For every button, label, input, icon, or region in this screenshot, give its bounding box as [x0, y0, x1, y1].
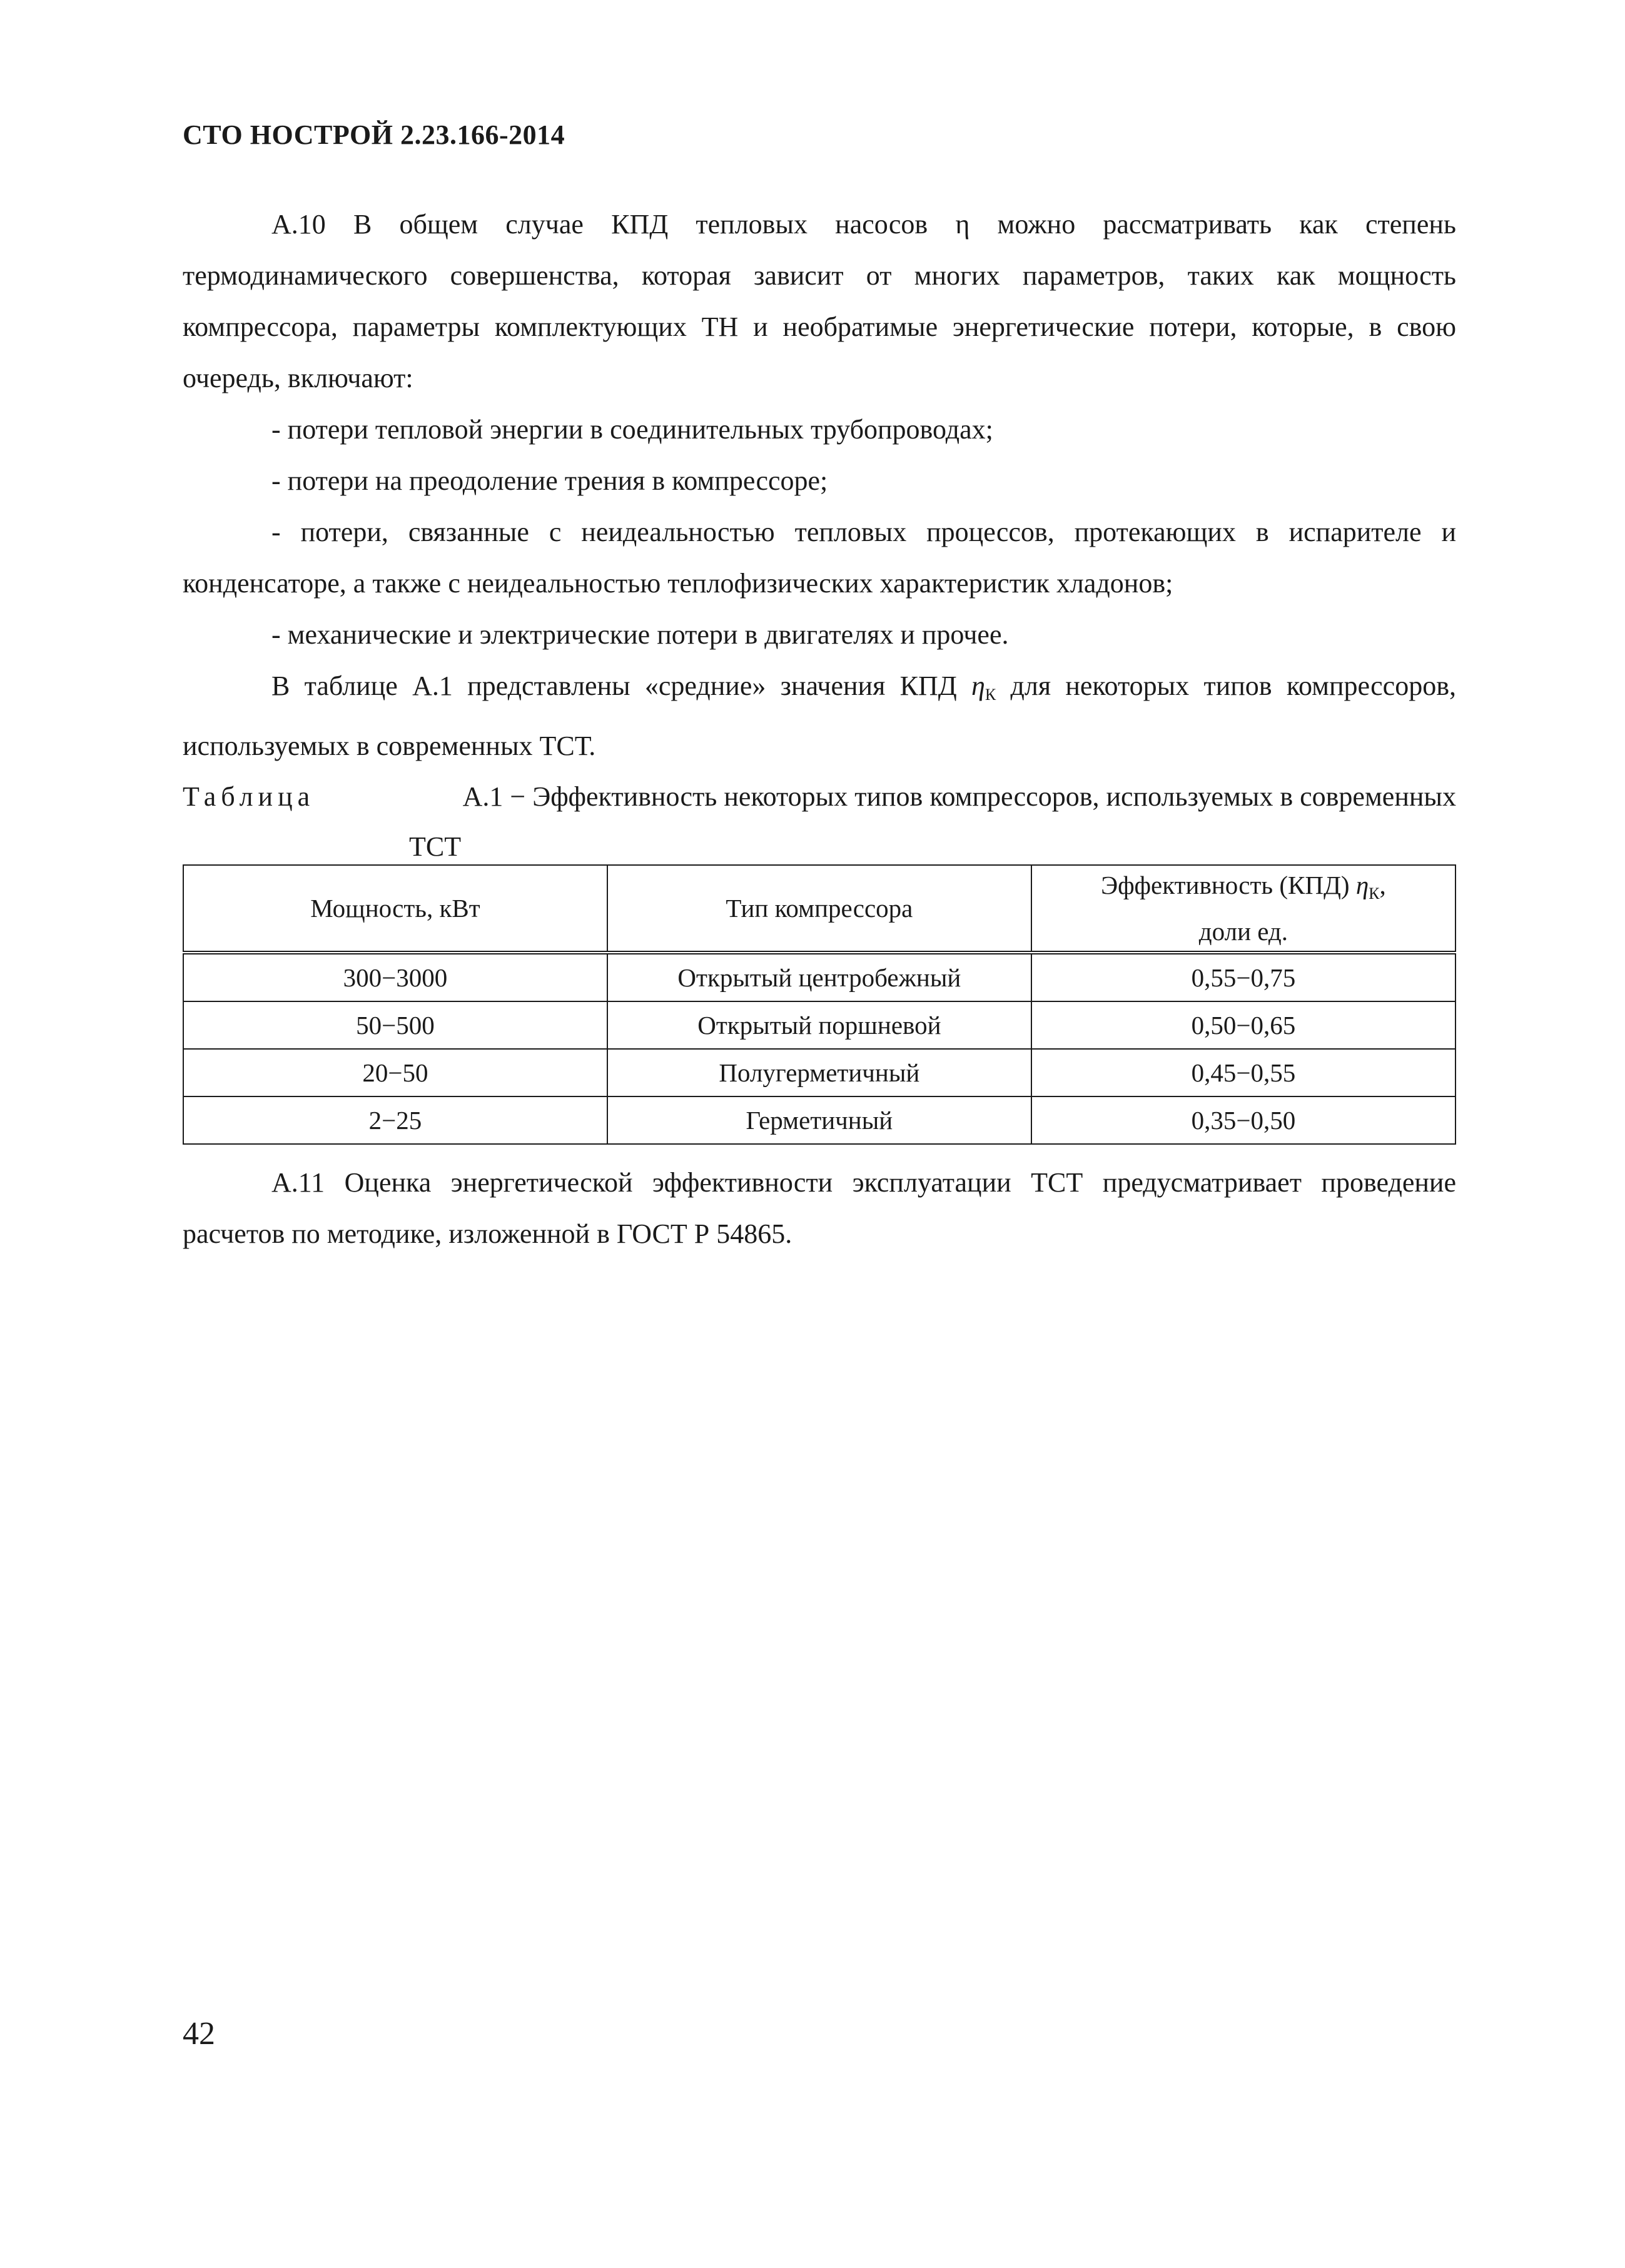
- header-eff-comma: ,: [1379, 871, 1386, 899]
- cell-power: 2−25: [183, 1096, 607, 1144]
- table-row: [183, 1001, 1455, 1049]
- table-row: [183, 953, 1455, 1001]
- paragraph-a11: А.11 Оценка энергетической эффективности эксплуатации ТСТ предусматривает проведение расчетов по методике, изложенной в ГОСТ Р 54865.: [183, 1167, 1456, 1249]
- caption-label: Таблица: [183, 781, 315, 812]
- cell-type: Полугерметичный: [607, 1049, 1031, 1096]
- header-efficiency: [1031, 865, 1455, 953]
- eta-symbol: [971, 671, 996, 704]
- cell-efficiency: 0,35−0,50: [1031, 1096, 1455, 1144]
- bullet-item: - потери тепловой энергии в соединительных трубопроводах;: [271, 414, 993, 445]
- eta-subscript: К: [1369, 884, 1380, 903]
- bullet-item: - механические и электрические потери в двигателях и прочее.: [271, 619, 1009, 650]
- page-header: СТО НОСТРОЙ 2.23.166-2014: [183, 119, 565, 150]
- paragraph-text: для некоторых типов компрессоров, используемых в современных ТСТ.: [183, 671, 1456, 761]
- table-row: [183, 1049, 1455, 1096]
- caption-continuation: ТСТ: [409, 831, 462, 862]
- bullet-item: - потери на преодоление трения в компрессоре;: [271, 465, 828, 496]
- eta-symbol: [1355, 871, 1380, 903]
- eta-letter: η: [971, 671, 985, 701]
- paragraph-text: В таблице А.1 представлены «средние» значения КПД: [271, 671, 972, 701]
- body-text-lower: [183, 1157, 1456, 1260]
- cell-efficiency: 0,45−0,55: [1031, 1049, 1455, 1096]
- cell-power: 50−500: [183, 1001, 607, 1049]
- cell-efficiency: 0,55−0,75: [1031, 953, 1455, 1001]
- paragraph-table-intro: [183, 661, 1456, 772]
- cell-efficiency: 0,50−0,65: [1031, 1001, 1455, 1049]
- cell-type: Открытый центробежный: [607, 953, 1031, 1001]
- cell-power: 20−50: [183, 1049, 607, 1096]
- cell-type: Герметичный: [607, 1096, 1031, 1144]
- paragraph-a10: А.10 В общем случае КПД тепловых насосов η можно рассматривать как степень термодинамического совершенства, которая зависит от многих параметров, таких как мощность компрессора, параметры комплектующих ТН и необратимые энергетические потери, которые, в свою очередь, включают:: [183, 209, 1456, 393]
- header-eff-text: Эффективность (КПД): [1101, 871, 1356, 899]
- cell-type: Открытый поршневой: [607, 1001, 1031, 1049]
- efficiency-table: [183, 864, 1456, 1145]
- caption-line: [183, 772, 1456, 822]
- eta-letter: η: [1355, 871, 1369, 899]
- header-power: Мощность, кВт: [183, 865, 607, 953]
- header-type: Тип компрессора: [607, 865, 1031, 953]
- table-row: [183, 1096, 1455, 1144]
- table-caption: [183, 772, 1456, 872]
- eta-subscript: К: [985, 686, 996, 704]
- page-number: 42: [183, 2016, 215, 2052]
- header-eff-units: доли ед.: [1198, 917, 1288, 946]
- bullet-item: - потери, связанные с неидеальностью тепловых процессов, протекающих в испарителе и конденсаторе, а также с неидеальностью теплофизических характеристик хладонов;: [183, 517, 1456, 599]
- caption-text: А.1 − Эффективность некоторых типов компрессоров, используемых в современных: [462, 781, 1456, 812]
- body-text-upper: [183, 199, 1456, 772]
- cell-power: 300−3000: [183, 953, 607, 1001]
- table-header-row: [183, 865, 1455, 953]
